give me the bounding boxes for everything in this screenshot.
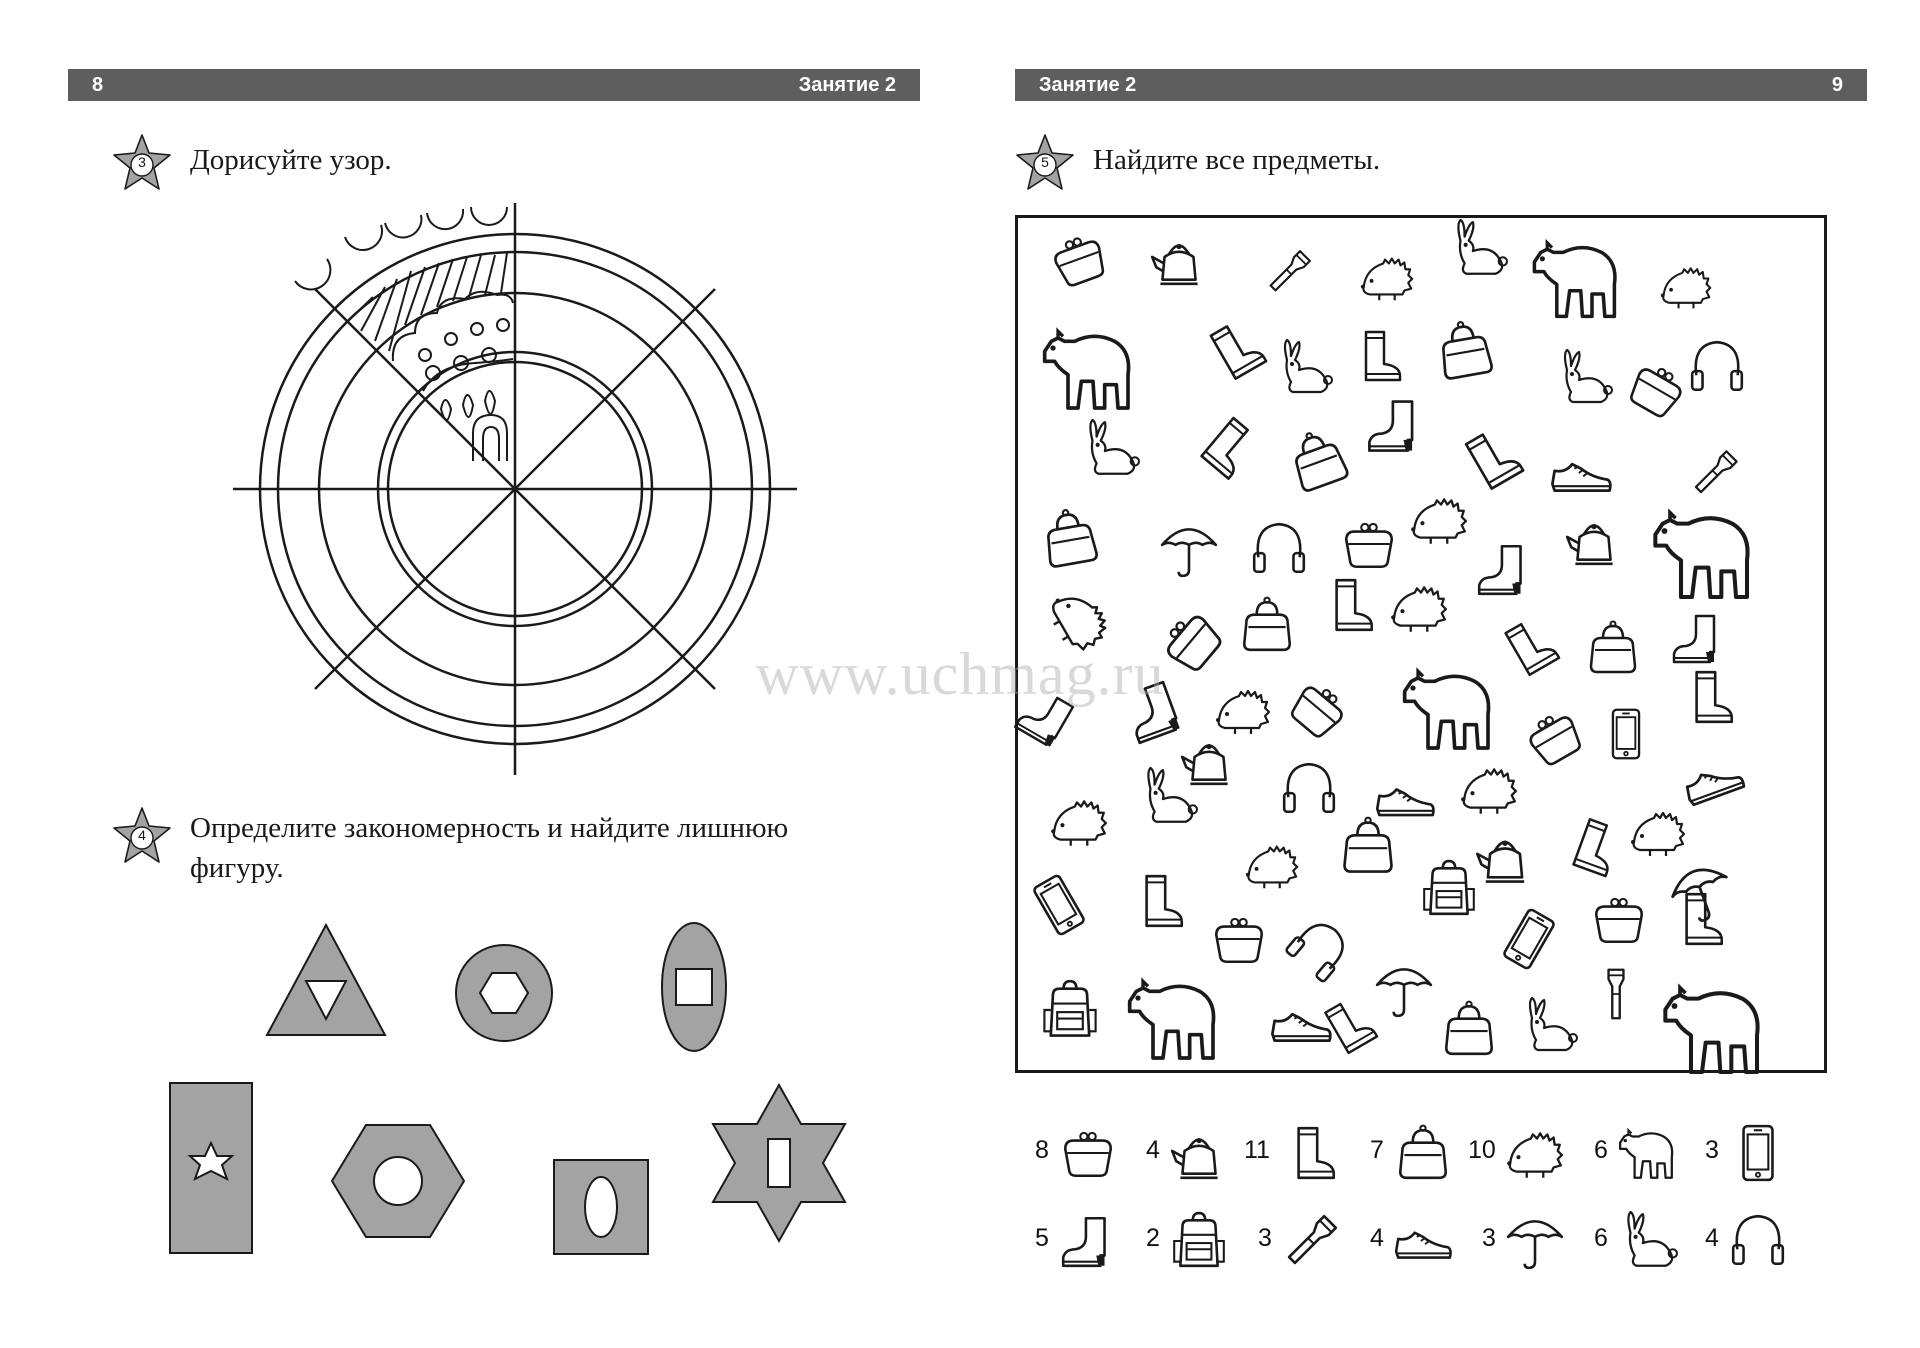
rubber-boot-icon[interactable] <box>1147 876 1182 926</box>
legend-count: 3 <box>1705 1136 1719 1164</box>
legend-count: 7 <box>1370 1136 1384 1164</box>
rubber-boot-icon[interactable] <box>1574 819 1622 876</box>
phone-icon[interactable] <box>1033 874 1085 935</box>
legend-count: 3 <box>1258 1224 1272 1252</box>
legend-count: 6 <box>1594 1136 1608 1164</box>
bear-icon[interactable] <box>1405 671 1489 748</box>
task4-number: 4 <box>138 827 146 843</box>
purse-icon[interactable] <box>1524 708 1585 768</box>
flashlight-icon[interactable] <box>1693 451 1736 494</box>
hedgehog-icon <box>1504 1122 1566 1184</box>
phone-icon[interactable] <box>1613 710 1639 759</box>
rabbit-icon <box>1616 1210 1678 1272</box>
bear-icon[interactable] <box>1665 988 1757 1072</box>
shape-star-rectangle[interactable] <box>713 1085 845 1241</box>
handbag-icon[interactable] <box>1286 425 1349 492</box>
legend-count: 11 <box>1244 1136 1270 1164</box>
rabbit-icon[interactable] <box>1090 420 1139 474</box>
hedgehog-icon[interactable] <box>1246 847 1297 889</box>
task3-title: Дорисуйте узор. <box>190 144 392 176</box>
handbag-icon[interactable] <box>1591 622 1635 673</box>
legend-count: 4 <box>1370 1224 1384 1252</box>
shapes-area <box>160 915 920 1275</box>
hedgehog-icon[interactable] <box>1411 499 1466 543</box>
shape-hexagon-circle[interactable] <box>332 1125 464 1237</box>
rabbit-icon[interactable] <box>1565 350 1612 402</box>
hedgehog-icon[interactable] <box>1051 801 1106 845</box>
shape-rectangle-star[interactable] <box>170 1083 252 1253</box>
purse-icon[interactable] <box>1596 899 1641 942</box>
kettle-icon <box>1168 1122 1230 1184</box>
umbrella-icon <box>1504 1210 1566 1272</box>
kettle-icon[interactable] <box>1477 841 1524 882</box>
hedgehog-icon[interactable] <box>1361 259 1412 301</box>
backpack-icon[interactable] <box>1044 981 1095 1035</box>
purse-icon[interactable] <box>1287 679 1349 741</box>
left-lesson-title: Занятие 2 <box>798 74 896 96</box>
bear-icon[interactable] <box>1130 981 1214 1058</box>
purse-icon[interactable] <box>1626 360 1687 420</box>
sneaker-icon <box>1392 1210 1454 1272</box>
ankle-boot-icon[interactable] <box>1479 546 1520 594</box>
hedgehog-icon[interactable] <box>1661 268 1710 308</box>
right-header-bar <box>1015 69 1867 101</box>
left-header-bar <box>68 69 920 101</box>
right-page-number: 9 <box>1831 74 1843 96</box>
legend-count: 8 <box>1035 1136 1049 1164</box>
legend-count: 6 <box>1594 1224 1608 1252</box>
headphones-icon[interactable] <box>1284 764 1334 812</box>
umbrella-icon[interactable] <box>1377 969 1431 1016</box>
task3-badge <box>112 133 172 193</box>
phone-icon <box>1727 1122 1789 1184</box>
flashlight-icon <box>1280 1210 1342 1272</box>
purse-icon[interactable] <box>1051 232 1108 288</box>
rubber-boot-icon[interactable] <box>1202 418 1261 479</box>
shape-square-oval[interactable] <box>554 1160 648 1254</box>
sneaker-icon[interactable] <box>1552 464 1610 490</box>
task4-title-line2: фигуру. <box>190 852 284 884</box>
kettle-icon[interactable] <box>1182 744 1227 784</box>
rabbit-icon[interactable] <box>1285 340 1332 392</box>
rubber-boot-icon[interactable] <box>1337 580 1372 630</box>
watermark: www.uchmag.ru <box>755 641 1165 707</box>
ankle-boot-icon[interactable] <box>1369 402 1412 451</box>
shape-oval-square[interactable] <box>662 923 726 1051</box>
purse-icon[interactable] <box>1216 919 1261 962</box>
sneaker-icon[interactable] <box>1272 1014 1330 1040</box>
shape-circle-hexagon[interactable] <box>456 945 552 1041</box>
purse-icon[interactable] <box>1346 524 1391 567</box>
legend-count: 4 <box>1705 1224 1719 1252</box>
ankle-boot-icon[interactable] <box>1674 616 1714 662</box>
handbag-icon[interactable] <box>1345 818 1392 872</box>
purse-icon <box>1057 1122 1119 1184</box>
task5-number: 5 <box>1041 154 1049 170</box>
bear-icon <box>1616 1122 1678 1184</box>
left-page-number: 8 <box>92 74 104 96</box>
right-lesson-title: Занятие 2 <box>1039 74 1137 96</box>
flashlight-icon[interactable] <box>1584 962 1647 1025</box>
task5-title: Найдите все предметы. <box>1093 144 1381 176</box>
pattern-sample <box>295 207 513 461</box>
rabbit-icon[interactable] <box>1458 220 1507 274</box>
hedgehog-icon[interactable] <box>1631 813 1684 856</box>
phone-icon[interactable] <box>1503 908 1555 969</box>
backpack-icon[interactable] <box>1424 861 1474 914</box>
bear-icon[interactable] <box>1534 243 1615 317</box>
rubber-boot-icon <box>1280 1122 1342 1184</box>
legend-count: 3 <box>1482 1224 1496 1252</box>
kettle-icon[interactable] <box>1567 524 1612 564</box>
task3-number: 3 <box>138 154 146 170</box>
handbag-icon[interactable] <box>1244 598 1289 650</box>
legend-count: 10 <box>1468 1136 1496 1164</box>
headphones-icon <box>1727 1210 1789 1272</box>
bear-icon[interactable] <box>1655 513 1747 597</box>
sneaker-icon[interactable] <box>1683 762 1745 805</box>
backpack-icon <box>1168 1210 1230 1272</box>
legend-count: 2 <box>1146 1224 1160 1252</box>
legend-count: 5 <box>1035 1224 1049 1252</box>
handbag-icon <box>1392 1122 1454 1184</box>
handbag-icon[interactable] <box>1437 318 1493 379</box>
rubber-boot-icon[interactable] <box>1506 616 1559 675</box>
hedgehog-icon[interactable] <box>1391 587 1446 631</box>
handbag-icon[interactable] <box>1042 506 1098 567</box>
rabbit-icon[interactable] <box>1148 768 1197 822</box>
sneaker-icon[interactable] <box>1377 789 1433 815</box>
flashlight-icon[interactable] <box>1268 251 1310 293</box>
shape-triangle[interactable] <box>267 925 385 1035</box>
handbag-icon[interactable] <box>1446 1002 1491 1054</box>
headphones-icon[interactable] <box>1254 524 1304 572</box>
rubber-boot-icon[interactable] <box>1687 894 1722 944</box>
rubber-boot-icon[interactable] <box>1466 426 1523 488</box>
rubber-boot-icon[interactable] <box>1211 318 1266 379</box>
rabbit-icon[interactable] <box>1530 998 1577 1050</box>
legend-count: 4 <box>1146 1136 1160 1164</box>
umbrella-icon[interactable] <box>1162 529 1216 576</box>
task4-badge <box>112 806 172 866</box>
hedgehog-icon[interactable] <box>1461 769 1516 813</box>
rubber-boot-icon[interactable] <box>1325 996 1377 1053</box>
task4-title-line1: Определите закономерность и найдите лишнюю <box>190 812 789 844</box>
kettle-icon[interactable] <box>1152 244 1197 284</box>
headphones-icon[interactable] <box>1692 342 1742 390</box>
headphones-icon[interactable] <box>1285 914 1354 982</box>
rubber-boot-icon[interactable] <box>1366 332 1400 380</box>
task5-badge <box>1015 133 1075 193</box>
ankle-boot-icon <box>1057 1210 1119 1272</box>
bear-icon[interactable] <box>1045 331 1129 408</box>
rubber-boot-icon[interactable] <box>1697 672 1732 722</box>
